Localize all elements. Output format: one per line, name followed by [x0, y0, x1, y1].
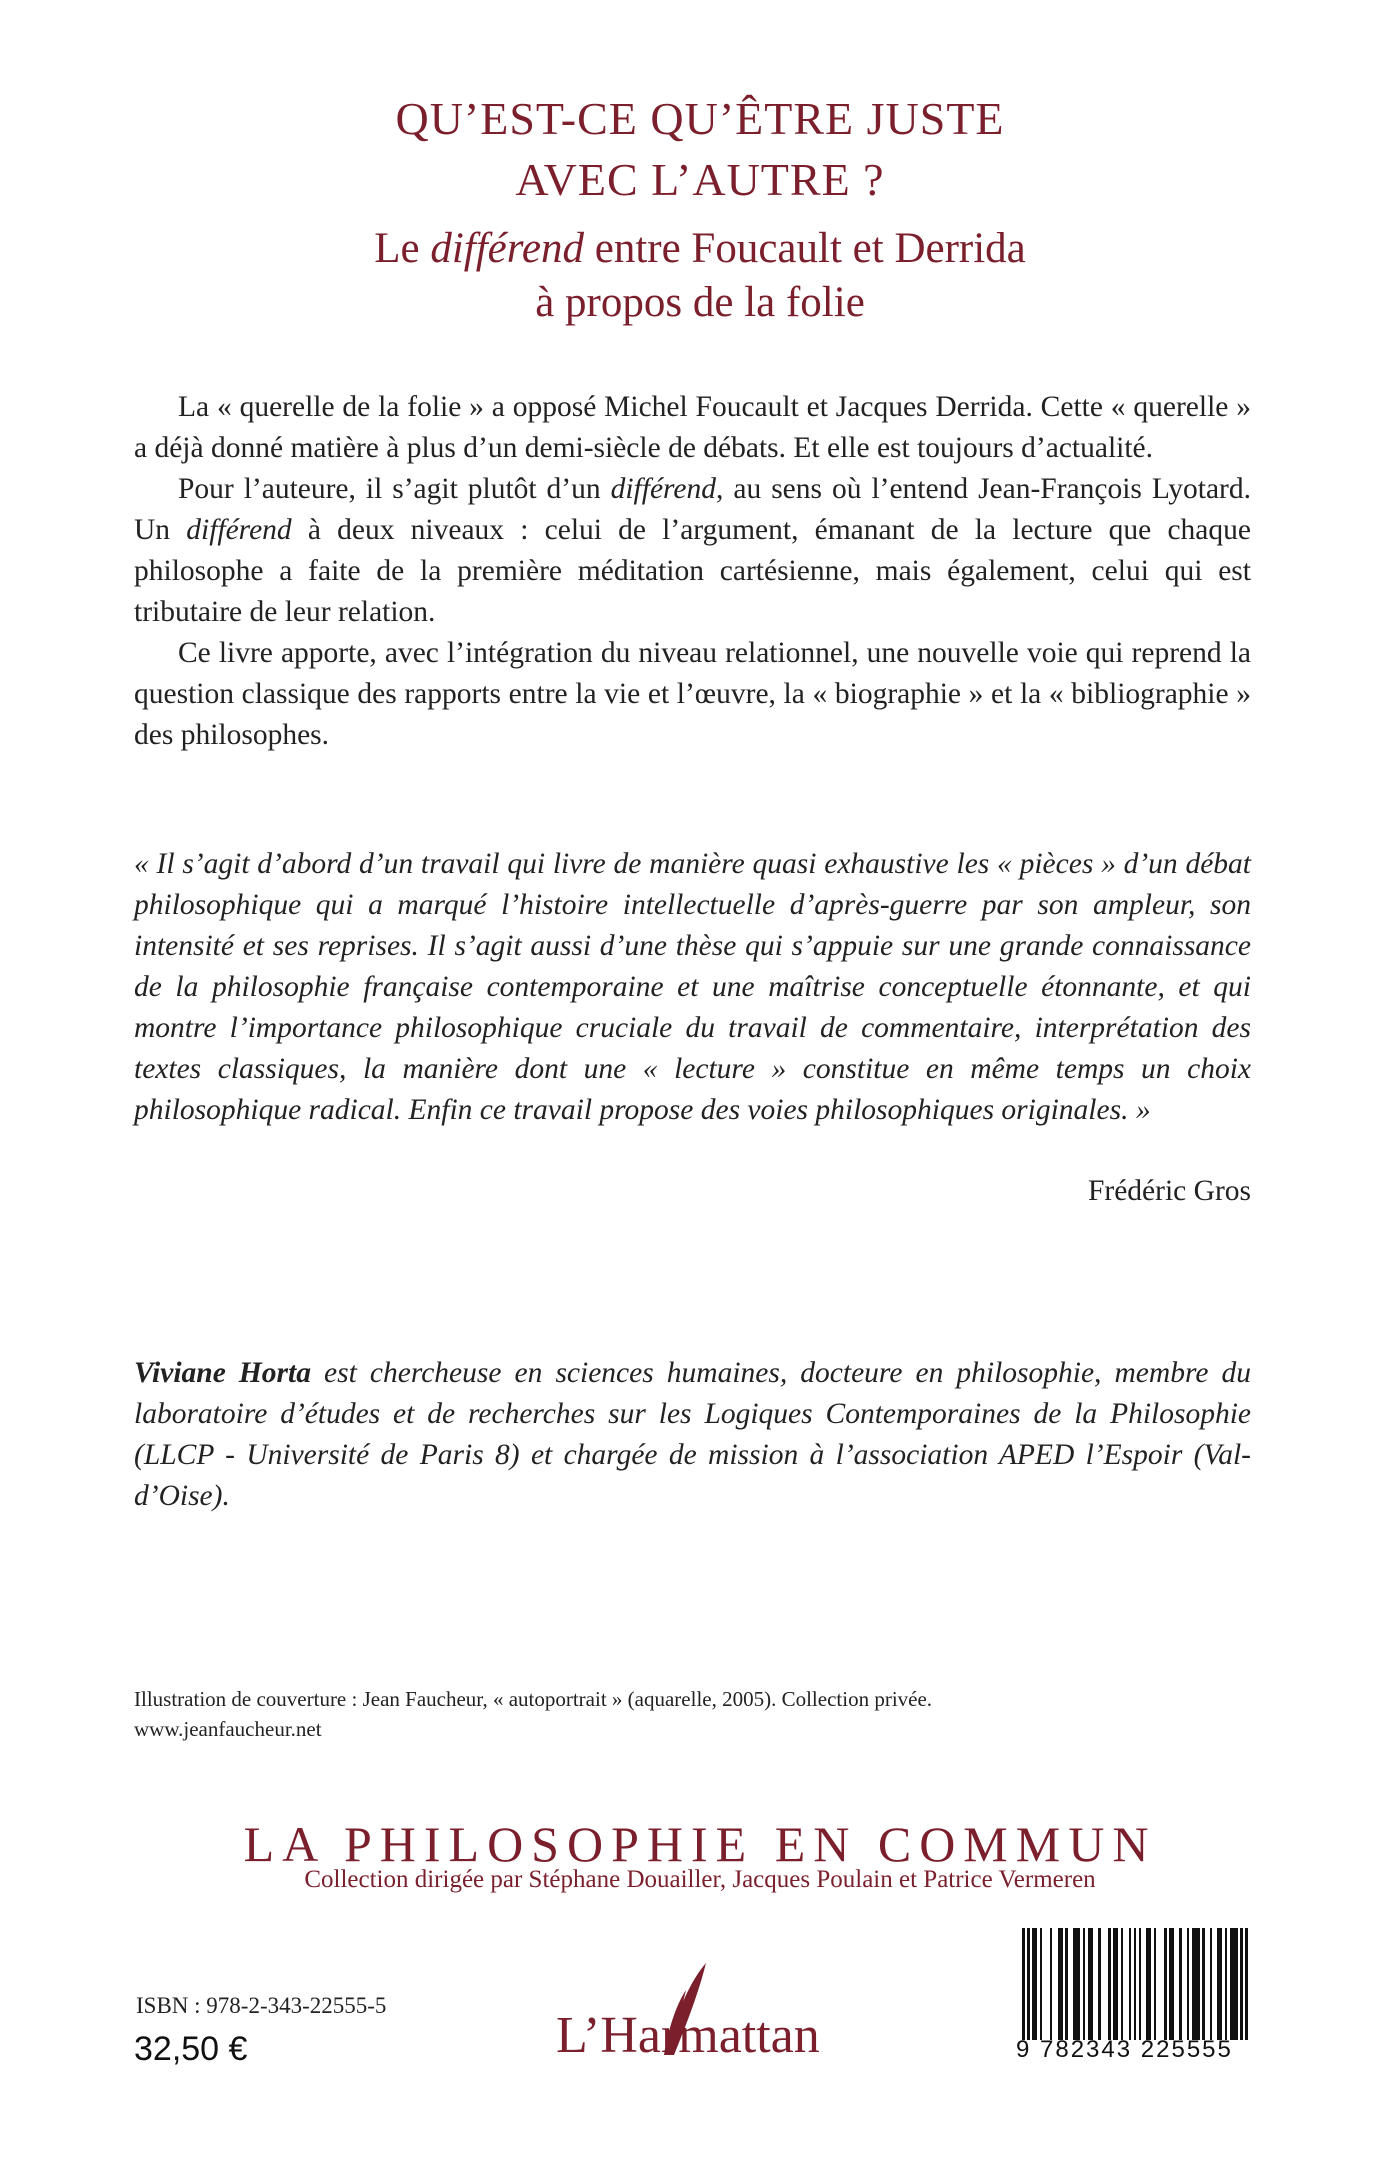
p2-italic-2: différend	[186, 514, 292, 546]
book-title-line2: AVEC L’AUTRE ?	[515, 154, 885, 205]
blurb-paragraph-1: La « querelle de la folie » a opposé Michel Foucault et Jacques Derrida. Cette « querelle » a déjà donné matière à plus d’un demi-siècle de débats. Et elle est toujours d’actualité.	[134, 391, 1251, 464]
subtitle-italic: différend	[430, 225, 584, 272]
publisher-logo	[556, 1955, 846, 2065]
barcode-bar	[1042, 1928, 1050, 2040]
book-subtitle-line1	[0, 222, 1400, 276]
p2-text-a: Pour l’auteure, il s’agit plutôt d’un	[178, 473, 611, 505]
illustration-credit: Illustration de couverture : Jean Faucheur, « autoportrait » (aquarelle, 2005). Collection privée.	[134, 1687, 933, 1711]
p2-text-b: , au sens où l’entend Jean-François Lyotard. Un	[134, 473, 1251, 546]
barcode-bar	[1101, 1928, 1109, 2040]
blurb-paragraph-2	[134, 469, 1251, 633]
price: 32,50 €	[134, 2030, 248, 2068]
barcode	[1016, 1928, 1251, 2064]
subtitle-le: Le	[374, 225, 431, 272]
blurb	[134, 387, 1251, 756]
author-bio	[134, 1353, 1251, 1517]
barcode-bar	[1230, 1928, 1238, 2040]
series-name: LA PHILOSOPHIE EN COMMUN	[243, 1816, 1157, 1872]
series-directors: Collection dirigée par Stéphane Douailler, Jacques Poulain et Patrice Vermeren	[304, 1866, 1096, 1893]
author-name: Viviane Horta	[134, 1357, 311, 1389]
barcode-digits: 9 782343 225555	[1016, 2036, 1233, 2063]
blurb-paragraph-3: Ce livre apporte, avec l’intégration du niveau relationnel, une nouvelle voie qui reprend la question classique des rapports entre la vie et l’œuvre, la « biographie » et la « bibliographie » des philosophes.	[134, 637, 1251, 751]
barcode-bar	[1073, 1928, 1081, 2040]
p2-text-c: à deux niveaux : celui de l’argument, émanant de la lecture que chaque philosophe a faite de la première méditation cartésienne, mais également, celui qui est tributaire de leur relation.	[134, 514, 1251, 628]
publisher-name: L’Harmattan	[556, 2007, 820, 2064]
illustrator-website: www.jeanfaucheur.net	[134, 1717, 322, 1741]
barcode-bar	[1192, 1928, 1200, 2040]
barcode-bar	[1248, 1928, 1251, 2040]
barcode-bar	[1156, 1928, 1164, 2040]
review-quote: « Il s’agit d’abord d’un travail qui livre de manière quasi exhaustive les « pièces » d’un débat philosophique qui a marqué l’histoire intellectuelle d’après-guerre par son ampleur, son intensité et ses reprises. Il s’agit aussi d’une thèse qui s’appuie sur une grande connaissance de la philosophie française contemporaine et une maîtrise conceptuelle étonnante, et qui montre l’importance philosophique cruciale du travail de commentaire, interprétation des textes classiques, la manière dont une « lecture » constitue en même temps un choix philosophique radical. Enfin ce travail propose des voies philosophiques originales. »	[134, 848, 1251, 1126]
author-bio-text: est chercheuse en sciences humaines, docteure en philosophie, membre du laboratoire d’études et de recherches sur les Logiques Contemporaines de la Philosophie (LLCP - Université de Paris 8) et chargée de mission à l’association APED l’Espoir (Val-d’Oise).	[134, 1357, 1251, 1512]
p2-italic-1: différend	[610, 473, 717, 505]
barcode-bars	[1022, 1928, 1251, 2040]
quote-author: Frédéric Gros	[1087, 1175, 1251, 1207]
subtitle-rest: entre Foucault et Derrida	[584, 225, 1026, 272]
isbn: ISBN : 978-2-343-22555-5	[136, 1993, 387, 2018]
book-title-line1: QU’EST-CE QU’ÊTRE JUSTE	[395, 93, 1005, 144]
book-subtitle-line2: à propos de la folie	[535, 279, 865, 326]
